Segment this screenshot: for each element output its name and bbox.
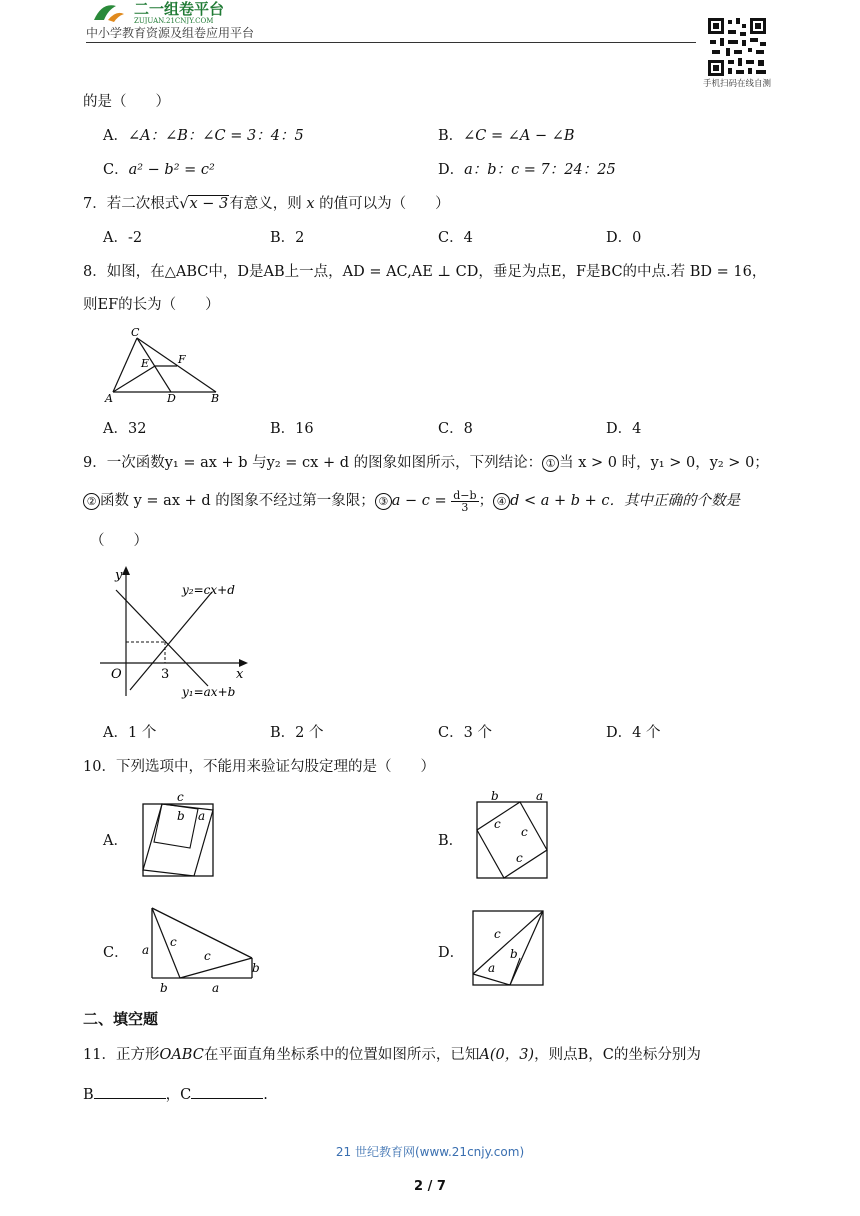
q6-option-c[interactable] bbox=[103, 158, 215, 179]
q6-option-b[interactable] bbox=[438, 124, 575, 145]
q8-option-c-label: C． bbox=[438, 421, 464, 437]
q9-line1-text: 9．一次函数y₁ = ax + b 与y₂ = cx + d 的图象如图所示，下列结论： bbox=[83, 455, 543, 471]
q9-option-a[interactable] bbox=[103, 721, 156, 742]
q8-option-b[interactable] bbox=[270, 417, 314, 438]
q7-stem-b: 有意义，则 bbox=[229, 196, 302, 212]
q8-option-c[interactable] bbox=[438, 417, 473, 438]
graph-label-three: 3 bbox=[161, 667, 170, 682]
q6-option-d-text: a：b：c = 7：24：25 bbox=[464, 162, 616, 178]
q11-stem bbox=[83, 1043, 701, 1064]
q6-tail: 的是（ ） bbox=[83, 94, 170, 110]
q6-option-c-label: C． bbox=[103, 162, 129, 178]
q11-answer-line bbox=[83, 1083, 268, 1104]
q7-option-d-label: D． bbox=[606, 230, 633, 246]
q9-c1-text: 当 x > 0 时，y₁ > 0，y₂ > 0； bbox=[559, 455, 769, 471]
section-title: 二、填空题 bbox=[83, 1010, 159, 1028]
q6-option-d[interactable] bbox=[438, 158, 616, 179]
q8-option-a-label: A． bbox=[103, 421, 128, 437]
q11-end: . bbox=[263, 1087, 268, 1103]
fig8-label-e: E bbox=[141, 357, 150, 370]
q8-stem-line2: 则EF的长为（ ） bbox=[83, 297, 220, 313]
q9-c4-text: d < a + b + c．其中正确的个数是 bbox=[510, 493, 741, 509]
q6-option-c-text: a² − b² = c² bbox=[128, 162, 215, 178]
q9-graph bbox=[98, 562, 258, 706]
fig8-label-b: B bbox=[211, 392, 220, 405]
q7-option-a[interactable] bbox=[103, 226, 142, 247]
fig10b-a: a bbox=[536, 789, 544, 803]
q11-square-name: OABC bbox=[159, 1047, 204, 1063]
q7-option-a-label: A． bbox=[103, 230, 128, 246]
logo-url: ZUJUAN.21CNJY.COM bbox=[134, 17, 214, 24]
footer-site[interactable]: 21 世纪教育网(www.21cnjy.com) bbox=[335, 1145, 525, 1159]
q10-figure-b[interactable] bbox=[474, 788, 552, 886]
fig10d-a: a bbox=[488, 961, 496, 975]
q9-c3-fraction bbox=[451, 490, 478, 513]
q11-blank-c[interactable] bbox=[191, 1084, 263, 1099]
graph-label-origin: O bbox=[111, 667, 122, 682]
graph-label-y: y bbox=[115, 568, 123, 583]
q10-option-b-label[interactable]: B． bbox=[438, 833, 464, 849]
fig8-label-a: A bbox=[105, 392, 113, 405]
q9-option-c[interactable] bbox=[438, 721, 492, 742]
q9-circle-3: ③ bbox=[375, 493, 392, 510]
fig10b-c1: c bbox=[494, 817, 501, 831]
platform-subtitle: 中小学教育资源及组卷应用平台 bbox=[86, 26, 255, 40]
q8-figure bbox=[103, 326, 228, 410]
q7-option-d[interactable] bbox=[606, 226, 641, 247]
fig8-label-f: F bbox=[178, 353, 186, 366]
q9-stem-line2 bbox=[83, 489, 740, 513]
q7-radicand: x − 3 bbox=[189, 196, 229, 212]
q7-option-a-text: -2 bbox=[127, 230, 143, 246]
fig10a-a: a bbox=[198, 809, 206, 823]
fig10c-c2: c bbox=[204, 949, 211, 963]
q6-option-a-text: ∠A：∠B：∠C = 3：4：5 bbox=[127, 128, 304, 144]
q7-stem-c: 的值可以为（ ） bbox=[319, 196, 450, 212]
q9-option-d-label: D． bbox=[606, 725, 633, 741]
q7-option-c-label: C． bbox=[438, 230, 464, 246]
q8-option-a[interactable] bbox=[103, 417, 146, 438]
fig10b-b: b bbox=[491, 789, 499, 803]
q10-stem: 10．下列选项中，不能用来验证勾股定理的是（ ） bbox=[83, 759, 435, 775]
fig10d-b: b bbox=[510, 947, 518, 961]
q9-frac-top: d−b bbox=[453, 488, 477, 502]
fig10c-a1: a bbox=[142, 943, 150, 957]
graph-label-x: x bbox=[236, 667, 244, 682]
header-divider bbox=[86, 42, 696, 43]
q7-option-b-label: B． bbox=[270, 230, 296, 246]
q10-figure-a[interactable] bbox=[140, 790, 218, 886]
fig10d-c: c bbox=[494, 927, 501, 941]
graph-label-y2: y₂=cx+d bbox=[182, 583, 235, 597]
platform-logo bbox=[90, 0, 280, 24]
q9-circle-2: ② bbox=[83, 493, 100, 510]
q8-option-a-text: 32 bbox=[127, 421, 147, 437]
q11-stem-a: 11．正方形 bbox=[83, 1047, 160, 1063]
q9-option-a-label: A． bbox=[103, 725, 128, 741]
fig10a-c: c bbox=[177, 790, 184, 804]
q6-option-a[interactable] bbox=[103, 124, 304, 145]
q8-option-d-label: D． bbox=[606, 421, 633, 437]
q11-stem-c: ，则点B，C的坐标分别为 bbox=[534, 1047, 701, 1063]
fig8-label-d: D bbox=[167, 392, 176, 405]
fig10c-a2: a bbox=[212, 981, 220, 994]
graph-label-y1: y₁=ax+b bbox=[182, 685, 236, 699]
q9-option-c-label: C． bbox=[438, 725, 464, 741]
q10-figure-d[interactable] bbox=[470, 908, 546, 992]
q6-option-d-label: D． bbox=[438, 162, 465, 178]
q6-option-a-label: A． bbox=[103, 128, 128, 144]
q9-option-b-label: B． bbox=[270, 725, 296, 741]
q8-option-d-text: 4 bbox=[632, 421, 642, 437]
q9-stem-line3: （ ） bbox=[90, 533, 148, 549]
q7-var: x bbox=[306, 196, 315, 212]
fig10b-c3: c bbox=[516, 851, 523, 865]
q7-option-d-text: 0 bbox=[632, 230, 642, 246]
q7-option-b[interactable] bbox=[270, 226, 304, 247]
fig10c-b1: b bbox=[252, 961, 260, 975]
fig8-label-c: C bbox=[131, 326, 140, 339]
q9-option-a-text: 1 个 bbox=[127, 725, 157, 741]
q9-c2-text: 函数 y = ax + d 的图象不经过第一象限； bbox=[100, 493, 375, 509]
q11-point: A(0，3) bbox=[479, 1047, 535, 1063]
q9-c3-sep: ； bbox=[478, 493, 494, 509]
q6-option-b-label: B． bbox=[438, 128, 464, 144]
q7-option-b-text: 2 bbox=[295, 230, 305, 246]
q7-stem-a: 7．若二次根式 bbox=[83, 196, 180, 212]
logo-text: 二一组卷平台 bbox=[134, 0, 225, 18]
q7-stem bbox=[83, 192, 450, 213]
q9-circle-4: ④ bbox=[493, 493, 510, 510]
q10-option-a-label[interactable]: A． bbox=[103, 833, 128, 849]
sqrt-icon: √ bbox=[179, 196, 189, 212]
q9-option-b-text: 2 个 bbox=[295, 725, 324, 741]
fig10b-c2: c bbox=[521, 825, 528, 839]
q11-stem-b: 在平面直角坐标系中的位置如图所示，已知 bbox=[203, 1047, 480, 1063]
q7-option-c-text: 4 bbox=[463, 230, 473, 246]
q9-c3-text: a − c = bbox=[391, 493, 447, 509]
q9-option-d[interactable] bbox=[606, 721, 660, 742]
q9-frac-bottom: 3 bbox=[461, 500, 469, 514]
page-number: 2 / 7 bbox=[414, 1179, 446, 1194]
q11-label-b: B bbox=[83, 1087, 94, 1103]
qr-code-icon[interactable] bbox=[706, 16, 768, 78]
q9-option-b[interactable] bbox=[270, 721, 324, 742]
q11-blank-b[interactable] bbox=[94, 1084, 166, 1099]
fig10a-b: b bbox=[177, 809, 185, 823]
q8-stem-line1: 8．如图，在△ABC中，D是AB上一点，AD = AC,AE ⊥ CD，垂足为点E，F是BC的中点.若 BD = 16， bbox=[83, 264, 767, 280]
q8-option-b-label: B． bbox=[270, 421, 296, 437]
q9-option-c-text: 3 个 bbox=[463, 725, 492, 741]
q11-label-c: ，C bbox=[165, 1087, 192, 1103]
q7-option-c[interactable] bbox=[438, 226, 473, 247]
fig10c-b2: b bbox=[160, 981, 168, 994]
q9-option-d-text: 4 个 bbox=[632, 725, 661, 741]
q9-circle-1: ① bbox=[542, 455, 559, 472]
qr-caption: 手机扫码在线自测 bbox=[702, 79, 771, 89]
q10-option-d-label[interactable]: D． bbox=[438, 945, 465, 961]
q8-option-b-text: 16 bbox=[295, 421, 314, 437]
q10-figure-c[interactable] bbox=[140, 902, 268, 998]
q9-stem-line1 bbox=[83, 451, 769, 472]
fig10c-c1: c bbox=[170, 935, 177, 949]
q8-option-c-text: 8 bbox=[463, 421, 473, 437]
q6-option-b-text: ∠C = ∠A − ∠B bbox=[463, 128, 575, 144]
q8-option-d[interactable] bbox=[606, 417, 641, 438]
q10-option-c-label[interactable]: C． bbox=[103, 945, 129, 961]
